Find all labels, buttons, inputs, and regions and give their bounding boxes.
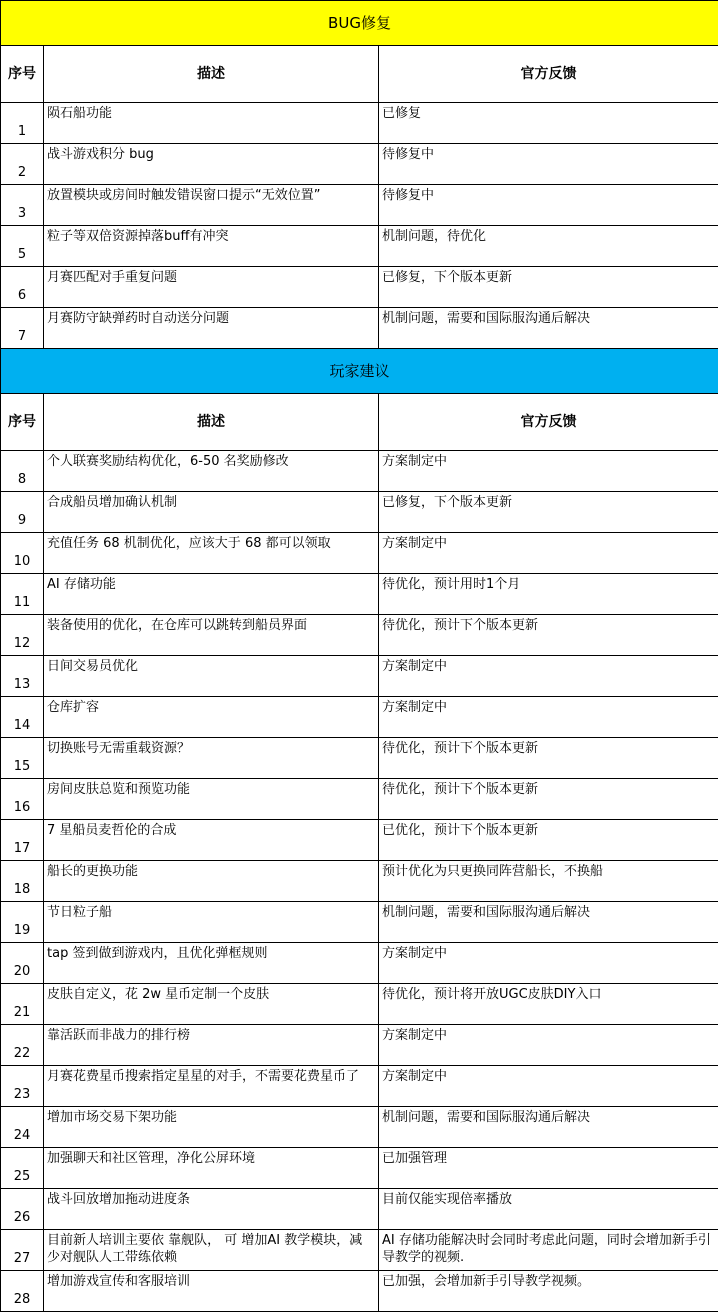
row-description: 陨石船功能 [44,103,379,144]
table-row [1,1066,718,1107]
row-number: 10 [1,533,44,574]
row-number: 23 [1,1066,44,1107]
row-feedback: 已修复，下个版本更新 [379,492,718,533]
row-number: 19 [1,902,44,943]
row-number: 1 [1,103,44,144]
row-number: 2 [1,144,44,185]
row-description: 目前新人培训主要依 靠舰队， 可 增加AI 教学模块，减少对舰队人工带练依赖 [44,1230,379,1271]
row-number: 13 [1,656,44,697]
row-description: 房间皮肤总览和预览功能 [44,779,379,820]
row-description: 装备使用的优化，在仓库可以跳转到船员界面 [44,615,379,656]
row-feedback: 待修复中 [379,185,718,226]
table-row [1,902,718,943]
row-number: 25 [1,1148,44,1189]
table-row [1,861,718,902]
row-description: 粒子等双倍资源掉落buff有冲突 [44,226,379,267]
row-feedback: 待优化，预计将开放UGC皮肤DIY入口 [379,984,718,1025]
row-number: 16 [1,779,44,820]
row-description: 增加游戏宣传和客服培训 [44,1271,379,1312]
row-description: 增加市场交易下架功能 [44,1107,379,1148]
row-description: AI 存储功能 [44,574,379,615]
row-feedback: 待优化，预计用时1个月 [379,574,718,615]
row-description: tap 签到做到游戏内，且优化弹框规则 [44,943,379,984]
header-description: 描述 [44,394,379,451]
row-number: 9 [1,492,44,533]
header-feedback: 官方反馈 [379,394,718,451]
row-feedback: 方案制定中 [379,697,718,738]
section-title: BUG修复 [1,1,718,46]
row-description: 个人联赛奖励结构优化，6-50 名奖励修改 [44,451,379,492]
table-row [1,267,718,308]
row-description: 皮肤自定义，花 2w 星币定制一个皮肤 [44,984,379,1025]
row-description: 战斗回放增加拖动进度条 [44,1189,379,1230]
row-feedback: 机制问题，待优化 [379,226,718,267]
row-description: 7 星船员麦哲伦的合成 [44,820,379,861]
row-feedback: 待优化，预计下个版本更新 [379,738,718,779]
row-description: 日间交易员优化 [44,656,379,697]
row-number: 28 [1,1271,44,1312]
table-row [1,1107,718,1148]
table-row [1,820,718,861]
table-row [1,492,718,533]
section-title: 玩家建议 [1,349,718,394]
row-number: 15 [1,738,44,779]
row-number: 14 [1,697,44,738]
row-feedback: 机制问题，需要和国际服沟通后解决 [379,1107,718,1148]
row-description: 月赛防守缺弹药时自动送分问题 [44,308,379,349]
table-row [1,738,718,779]
table-row [1,697,718,738]
row-feedback: 待优化，预计下个版本更新 [379,615,718,656]
table-row [1,226,718,267]
row-description: 仓库扩容 [44,697,379,738]
table-row [1,984,718,1025]
row-feedback: 已修复 [379,103,718,144]
row-feedback: 已优化，预计下个版本更新 [379,820,718,861]
row-description: 加强聊天和社区管理，净化公屏环境 [44,1148,379,1189]
table-row [1,308,718,349]
row-feedback: 已修复，下个版本更新 [379,267,718,308]
row-description: 切换账号无需重载资源？ [44,738,379,779]
section-header-row [1,1,718,46]
row-number: 8 [1,451,44,492]
row-number: 21 [1,984,44,1025]
table-row [1,656,718,697]
row-feedback: 待修复中 [379,144,718,185]
table-row [1,533,718,574]
table-row [1,779,718,820]
table-row [1,1025,718,1066]
row-description: 节日粒子船 [44,902,379,943]
row-number: 22 [1,1025,44,1066]
row-feedback: 机制问题，需要和国际服沟通后解决 [379,308,718,349]
row-feedback: 目前仅能实现倍率播放 [379,1189,718,1230]
table-row [1,574,718,615]
row-feedback: 预计优化为只更换同阵营船长，不换船 [379,861,718,902]
table-row [1,103,718,144]
row-number: 7 [1,308,44,349]
row-description: 战斗游戏积分 bug [44,144,379,185]
row-description: 充值任务 68 机制优化，应该大于 68 都可以领取 [44,533,379,574]
row-description: 合成船员增加确认机制 [44,492,379,533]
row-number: 11 [1,574,44,615]
header-number: 序号 [1,394,44,451]
row-feedback: 方案制定中 [379,451,718,492]
row-feedback: 已加强，会增加新手引导教学视频。 [379,1271,718,1312]
row-number: 27 [1,1230,44,1271]
row-feedback: 机制问题，需要和国际服沟通后解决 [379,902,718,943]
row-feedback: 方案制定中 [379,1066,718,1107]
row-number: 17 [1,820,44,861]
row-description: 靠活跃而非战力的排行榜 [44,1025,379,1066]
row-feedback: 方案制定中 [379,656,718,697]
column-header-row [1,394,718,451]
row-number: 18 [1,861,44,902]
row-feedback: 方案制定中 [379,533,718,574]
row-feedback: 已加强管理 [379,1148,718,1189]
row-number: 26 [1,1189,44,1230]
table-row [1,615,718,656]
row-description: 放置模块或房间时触发错误窗口提示“无效位置” [44,185,379,226]
row-number: 12 [1,615,44,656]
feedback-table-body [1,1,718,1312]
table-row [1,144,718,185]
table-row [1,943,718,984]
row-feedback: 待优化，预计下个版本更新 [379,779,718,820]
row-number: 6 [1,267,44,308]
row-number: 3 [1,185,44,226]
table-row [1,1189,718,1230]
section-header-row [1,349,718,394]
table-row [1,1271,718,1312]
row-number: 20 [1,943,44,984]
header-number: 序号 [1,46,44,103]
table-row [1,1148,718,1189]
table-row [1,451,718,492]
header-feedback: 官方反馈 [379,46,718,103]
row-feedback: AI 存储功能解决时会同时考虑此问题，同时会增加新手引导教学的视频. [379,1230,718,1271]
column-header-row [1,46,718,103]
row-description: 船长的更换功能 [44,861,379,902]
row-description: 月赛花费星币搜索指定星星的对手，不需要花费星币了 [44,1066,379,1107]
row-feedback: 方案制定中 [379,943,718,984]
table-row [1,185,718,226]
row-feedback: 方案制定中 [379,1025,718,1066]
row-number: 5 [1,226,44,267]
row-number: 24 [1,1107,44,1148]
header-description: 描述 [44,46,379,103]
row-description: 月赛匹配对手重复问题 [44,267,379,308]
table-row [1,1230,718,1271]
